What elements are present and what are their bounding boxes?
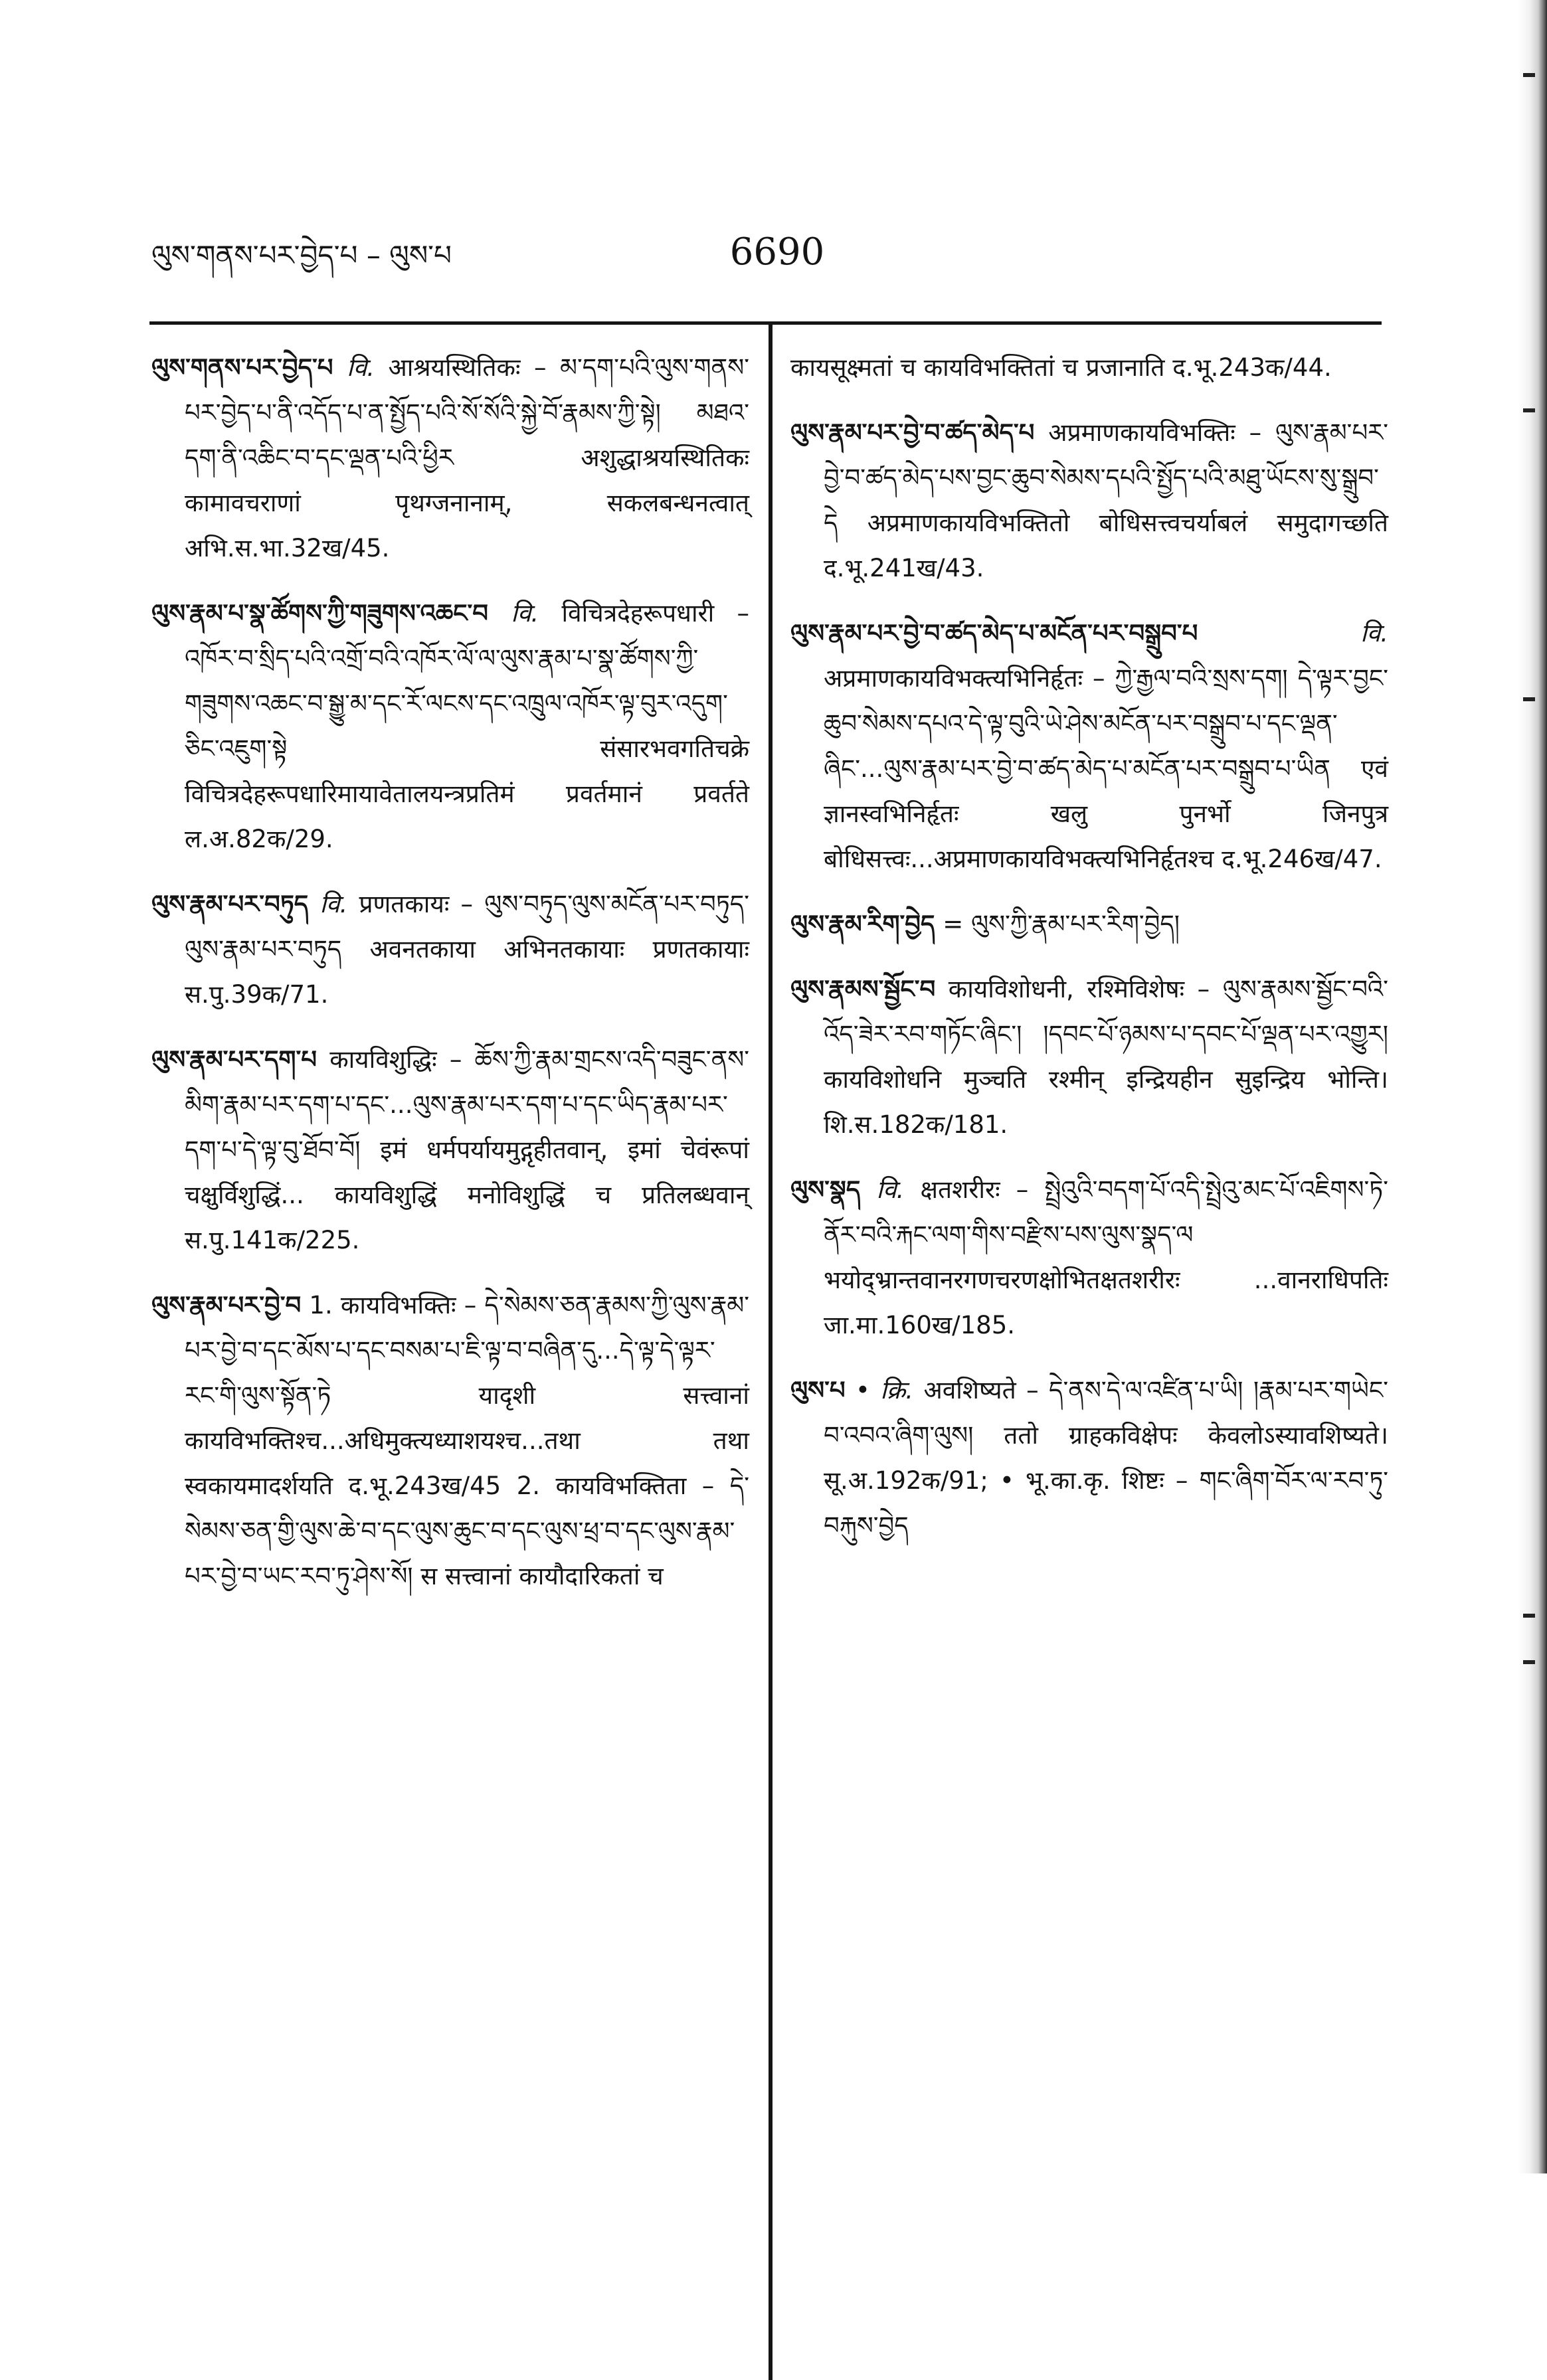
entry-headword: ལུས་རྣམ་པར་བྱེ་བ bbox=[151, 1291, 302, 1319]
scan-edge-mark bbox=[1523, 1614, 1535, 1618]
entry-body: प्रणतकायः – ལུས་བཏུད་ལུས་མངོན་པར་བཏུད་ལུས་རྣམ་པར་བཏུད अवनतकाया अभिनतकायाः प्रणतकायाः स.पु.39क/71. bbox=[185, 890, 749, 1009]
dictionary-entry bbox=[790, 967, 1388, 1148]
dictionary-entry bbox=[790, 1368, 1388, 1549]
left-column bbox=[151, 345, 749, 1619]
dictionary-entry bbox=[151, 882, 749, 1017]
dictionary-entry bbox=[790, 410, 1388, 591]
entry-pos: वि. bbox=[511, 599, 539, 628]
entry-pos: वि. bbox=[1360, 619, 1388, 647]
entry-pos: वि. bbox=[876, 1175, 905, 1204]
entry-body: क्षतशरीरः – སྤྲེའུའི་བདག་པོ་འདི་སྤྲེའུ་མང་པོ་འཇིགས་ཏེ་ནོར་བའི་རྐང་ལག་གིས་བརྫིས་པས་ལུས་སྣད་ལ भयोद्भ्रान्तवानरगणचरणक्षोभितक्षतशरीरः ...वानराधिपतिः जा.मा.160ख/185. bbox=[824, 1175, 1389, 1339]
scan-edge-mark bbox=[1523, 697, 1535, 701]
page-number: 6690 bbox=[729, 230, 825, 274]
entry-headword: ལུས་གནས་པར་བྱེད་པ bbox=[151, 353, 333, 382]
dictionary-entry bbox=[151, 1037, 749, 1263]
entry-body: कायविशोधनी, रश्मिविशेषः – ལུས་རྣམས་སྦྱོང་བའི་འོད་ཟེར་རབ་གཏོང་ཞིང་། །དབང་པོ་ཉམས་པ་དབང་པོ་ལྡན་པར་འགྱུར། कायविशोधनि मुञ्चति रश्मीन् इन्द्रियहीन सुइन्द्रिय भोन्ति। शि.स.182क/181. bbox=[824, 975, 1388, 1139]
entry-pos: वि. bbox=[347, 353, 375, 382]
entry-body: विचित्रदेहरूपधारी – འཁོར་བ་སྲིད་པའི་འགྲོ་བའི་འཁོར་ལོ་ལ་ལུས་རྣམ་པ་སྣ་ཚོགས་ཀྱི་གཟུགས་འཆང་བ་སྒྱུ་མ་དང་རོ་ལངས་དང་འཁྲུལ་འཁོར་ལྟ་བུར་འདུག་ཅིང་འཇུག་སྟེ संसारभवगतिचक्रे विचित्रदेहरूपधारिमायावेतालयन्त्रप्रतिमं प्रवर्तमानं प्रवर्तते ल.अ.82क/29. bbox=[185, 599, 749, 853]
entry-body: अप्रमाणकायविभक्त्यभिनिर्हृतः – ཀྱེ་རྒྱལ་བའི་སྲས་དག། དེ་ལྟར་བྱང་ཆུབ་སེམས་དཔའ་དེ་ལྟ་བུའི་ཡེ་ཤེས་མངོན་པར་བསྒྲུབ་པ་དང་ལྡན་ཞིང་...ལུས་རྣམ་པར་བྱེ་བ་ཚད་མེད་པ་མངོན་པར་བསྒྲུབ་པ་ཡིན एवं ज्ञानस्वभिनिर्हृतः खलु पुनर्भो जिनपुत्र बोधिसत्त्वः...अप्रमाणकायविभक्त्यभिनिर्हृतश्च द.भू.246ख/47. bbox=[824, 664, 1388, 873]
entry-pos: वि. bbox=[319, 890, 348, 918]
entry-headword: ལུས་རྣམ་རིག་བྱེད bbox=[790, 910, 935, 938]
entry-body: 1. कायविभक्तिः – དེ་སེམས་ཅན་རྣམས་ཀྱི་ལུས་རྣམ་པར་བྱེ་བ་དང་མོས་པ་དང་བསམ་པ་ཇི་ལྟ་བ་བཞིན་དུ...དེ་ལྟ་དེ་ལྟར་རང་གི་ལུས་སྟོན་ཏེ यादृशी सत्त्वानां कायविभक्तिश्च...अधिमुक्त्यध्याशयश्च...तथा तथा स्वकायमादर्शयति द.भू.243ख/45 2. कायविभक्तिता – དེ་སེམས་ཅན་གྱི་ལུས་ཆེ་བ་དང་ལུས་ཆུང་བ་དང་ལུས་ཕྲ་བ་དང་ལུས་རྣམ་པར་བྱེ་བ་ཡང་རབ་ཏུ་ཤེས་སོ། स सत्त्वानां कायौदारिकतां च bbox=[185, 1291, 749, 1590]
entry-body: कायविशुद्धिः – ཆོས་ཀྱི་རྣམ་གྲངས་འདི་བཟུང་ནས་མིག་རྣམ་པར་དག་པ་དང་...ལུས་རྣམ་པར་དག་པ་དང་ཡིད་རྣམ་པར་དག་པ་དེ་ལྟ་བུ་ཐོབ་བོ། इमं धर्मपर्यायमुद्गृहीतवान्, इमां चेवंरूपां चक्षुर्विशुद्धिं... कायविशुद्धिं मनोविशुद्धिं च प्रतिलब्धवान् स.पु.141क/225. bbox=[185, 1045, 749, 1254]
dictionary-entry bbox=[790, 1167, 1388, 1348]
scan-edge-shadow bbox=[1518, 0, 1547, 2173]
entry-body: कायसूक्ष्मतां च कायविभक्तितां च प्रजानाति द.भू.243क/44. bbox=[790, 353, 1332, 382]
entry-headword: ལུས་རྣམ་པར་བཏུད bbox=[151, 890, 309, 918]
entry-headword: ལུས་རྣམས་སྦྱོང་བ bbox=[790, 975, 936, 1003]
entry-headword: ལུས་རྣམ་པ་སྣ་ཚོགས་ཀྱི་གཟུགས་འཆང་བ bbox=[151, 599, 489, 628]
entry-pos: • क्रि. bbox=[856, 1376, 914, 1404]
dictionary-entry bbox=[151, 345, 749, 571]
dictionary-entry-continuation bbox=[790, 345, 1388, 390]
dictionary-entry bbox=[151, 591, 749, 862]
entry-headword: ལུས་རྣམ་པར་དག་པ bbox=[151, 1045, 317, 1074]
entry-body: अप्रमाणकायविभक्तिः – ལུས་རྣམ་པར་བྱེ་བ་ཚད་མེད་པས་བྱང་ཆུབ་སེམས་དཔའི་སྤྱོད་པའི་མཐུ་ཡོངས་སུ་སྒྲུབ་དེ अप्रमाणकायविभक्तितो बोधिसत्त्वचर्याबलं समुदागच्छति द.भू.241ख/43. bbox=[824, 418, 1388, 582]
header-rule bbox=[149, 321, 1382, 325]
dictionary-entry bbox=[790, 611, 1388, 882]
entry-body: अवशिष्यते – དེ་ནས་དེ་ལ་འཛིན་པ་ཡི། །རྣམ་པར་གཡེང་བ་འབའ་ཞིག་ལུས། ततो ग्राहकविक्षेपः केवलोऽस्यावशिष्यते। सू.अ.192क/91; • भू.का.कृ. शिष्टः – གང་ཞིག་བོར་ལ་རབ་ཏུ་བརྐུས་བྱེད bbox=[824, 1376, 1388, 1540]
entry-body: = ལུས་ཀྱི་རྣམ་པར་རིག་བྱེད། bbox=[943, 910, 1180, 938]
entry-headword: ལུས་པ bbox=[790, 1376, 846, 1404]
entry-headword: ལུས་རྣམ་པར་བྱེ་བ་ཚད་མེད་པ་མངོན་པར་བསྒྲུབ་པ bbox=[790, 619, 1198, 647]
entry-headword: ལུས་སྣད bbox=[790, 1175, 861, 1204]
scan-edge-mark bbox=[1523, 1660, 1535, 1664]
right-column bbox=[790, 345, 1388, 1569]
entry-headword: ལུས་རྣམ་པར་བྱེ་བ་ཚད་མེད་པ bbox=[790, 418, 1035, 447]
column-divider bbox=[769, 321, 773, 2380]
entry-body: आश्रयस्थितिकः – མ་དག་པའི་ལུས་གནས་པར་བྱེད་པ་ནི་འདོད་པ་ན་སྤྱོད་པའི་སོ་སོའི་སྐྱེ་བོ་རྣམས་ཀྱི་སྟེ། མཐའ་དག་ནི་འཆིང་བ་དང་ལྡན་པའི་ཕྱིར अशुद्धाश्रयस्थितिकः कामावचराणां पृथग्जनानाम्, सकलबन्धनत्वात् अभि.स.भा.32ख/45. bbox=[185, 353, 749, 562]
scan-edge-mark bbox=[1523, 408, 1535, 412]
scan-edge-mark bbox=[1523, 73, 1535, 77]
running-head: ལུས་གནས་པར་བྱེད་པ – ལུས་པ bbox=[151, 239, 452, 272]
dictionary-entry bbox=[790, 902, 1388, 947]
dictionary-entry bbox=[151, 1283, 749, 1599]
